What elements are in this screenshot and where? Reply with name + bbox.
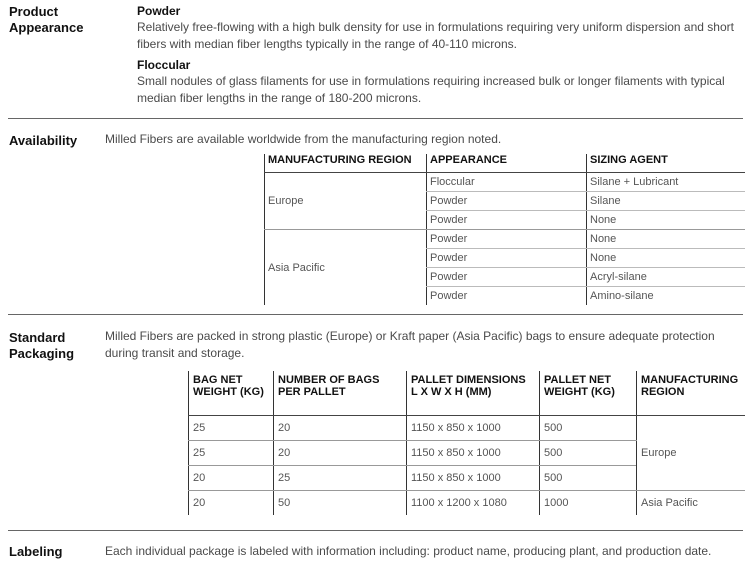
column-header: PALLET DIMENSIONS L X W X H (MM) xyxy=(407,371,540,415)
region-cell: Europe xyxy=(637,415,746,490)
table-cell: 500 xyxy=(540,415,637,440)
table-cell: 1150 x 850 x 1000 xyxy=(407,440,540,465)
table-cell: Powder xyxy=(427,230,587,249)
packaging-table xyxy=(188,371,745,515)
column-header: BAG NET WEIGHT (KG) xyxy=(189,371,274,415)
column-header: MANUFACTURING REGION xyxy=(265,154,427,173)
section-title-availability: Availability xyxy=(9,133,78,148)
table-cell: Silane xyxy=(587,192,746,211)
packaging-intro: Milled Fibers are packed in strong plastic (Europe) or Kraft paper (Asia Pacific) bags to ensure adequate protection during transit and storage. xyxy=(105,329,715,360)
table-header-row xyxy=(189,371,746,415)
table-cell: Powder xyxy=(427,249,587,268)
column-header: MANUFACTURING REGION xyxy=(637,371,746,415)
table-cell: Amino-silane xyxy=(587,287,746,306)
table-cell: None xyxy=(587,249,746,268)
table-cell: None xyxy=(587,230,746,249)
table-cell: 1150 x 850 x 1000 xyxy=(407,415,540,440)
table-cell: None xyxy=(587,211,746,230)
region-cell: Europe xyxy=(265,173,427,230)
table-cell: Floccular xyxy=(427,173,587,192)
table-row xyxy=(265,173,746,192)
floccular-description: Small nodules of glass filaments for use in formulations requiring increased bulk or longer filaments with typical median fiber lengths in the range of 180-200 microns. xyxy=(137,74,725,105)
powder-description: Relatively free-flowing with a high bulk density for use in formulations requiring very uniform dispersion and short fibers with median fiber lengths typically in the range of 40-110 microns. xyxy=(137,20,734,51)
powder-subtitle: Powder xyxy=(137,4,181,18)
packaging-title-line1: Standard xyxy=(9,330,66,345)
table-cell: Powder xyxy=(427,287,587,306)
table-cell: Powder xyxy=(427,211,587,230)
table-cell: 25 xyxy=(274,465,407,490)
region-cell: Asia Pacific xyxy=(265,230,427,306)
column-header: NUMBER OF BAGS PER PALLET xyxy=(274,371,407,415)
table-cell: Acryl-silane xyxy=(587,268,746,287)
region-cell: Asia Pacific xyxy=(637,490,746,515)
appearance-title-line2: Appearance xyxy=(9,20,84,35)
table-cell: 25 xyxy=(189,415,274,440)
table-cell: 500 xyxy=(540,465,637,490)
floccular-subtitle: Floccular xyxy=(137,58,191,72)
table-row xyxy=(189,415,746,440)
section-title-appearance xyxy=(9,4,83,36)
table-cell: 25 xyxy=(189,440,274,465)
column-header: APPEARANCE xyxy=(427,154,587,173)
table-cell: 50 xyxy=(274,490,407,515)
packaging-title-line2: Packaging xyxy=(9,346,75,361)
divider xyxy=(8,530,743,531)
table-cell: 1100 x 1200 x 1080 xyxy=(407,490,540,515)
availability-intro: Milled Fibers are available worldwide from the manufacturing region noted. xyxy=(105,132,502,146)
table-row xyxy=(265,230,746,249)
table-cell: 20 xyxy=(274,440,407,465)
column-header: PALLET NET WEIGHT (KG) xyxy=(540,371,637,415)
table-cell: 1150 x 850 x 1000 xyxy=(407,465,540,490)
section-title-packaging xyxy=(9,330,74,362)
table-row xyxy=(189,490,746,515)
divider xyxy=(8,314,743,315)
section-title-labeling: Labeling xyxy=(9,544,63,559)
table-cell: 1000 xyxy=(540,490,637,515)
table-cell: 20 xyxy=(189,465,274,490)
table-cell: Powder xyxy=(427,268,587,287)
availability-table xyxy=(264,154,745,305)
appearance-title-line1: Product xyxy=(9,4,59,19)
table-cell: 20 xyxy=(189,490,274,515)
table-header-row xyxy=(265,154,746,173)
table-cell: 500 xyxy=(540,440,637,465)
divider xyxy=(8,118,743,119)
table-cell: Silane + Lubricant xyxy=(587,173,746,192)
labeling-text: Each individual package is labeled with information including: product name, producing plant, and production date. xyxy=(105,544,712,558)
column-header: SIZING AGENT xyxy=(587,154,746,173)
table-cell: Powder xyxy=(427,192,587,211)
table-cell: 20 xyxy=(274,415,407,440)
